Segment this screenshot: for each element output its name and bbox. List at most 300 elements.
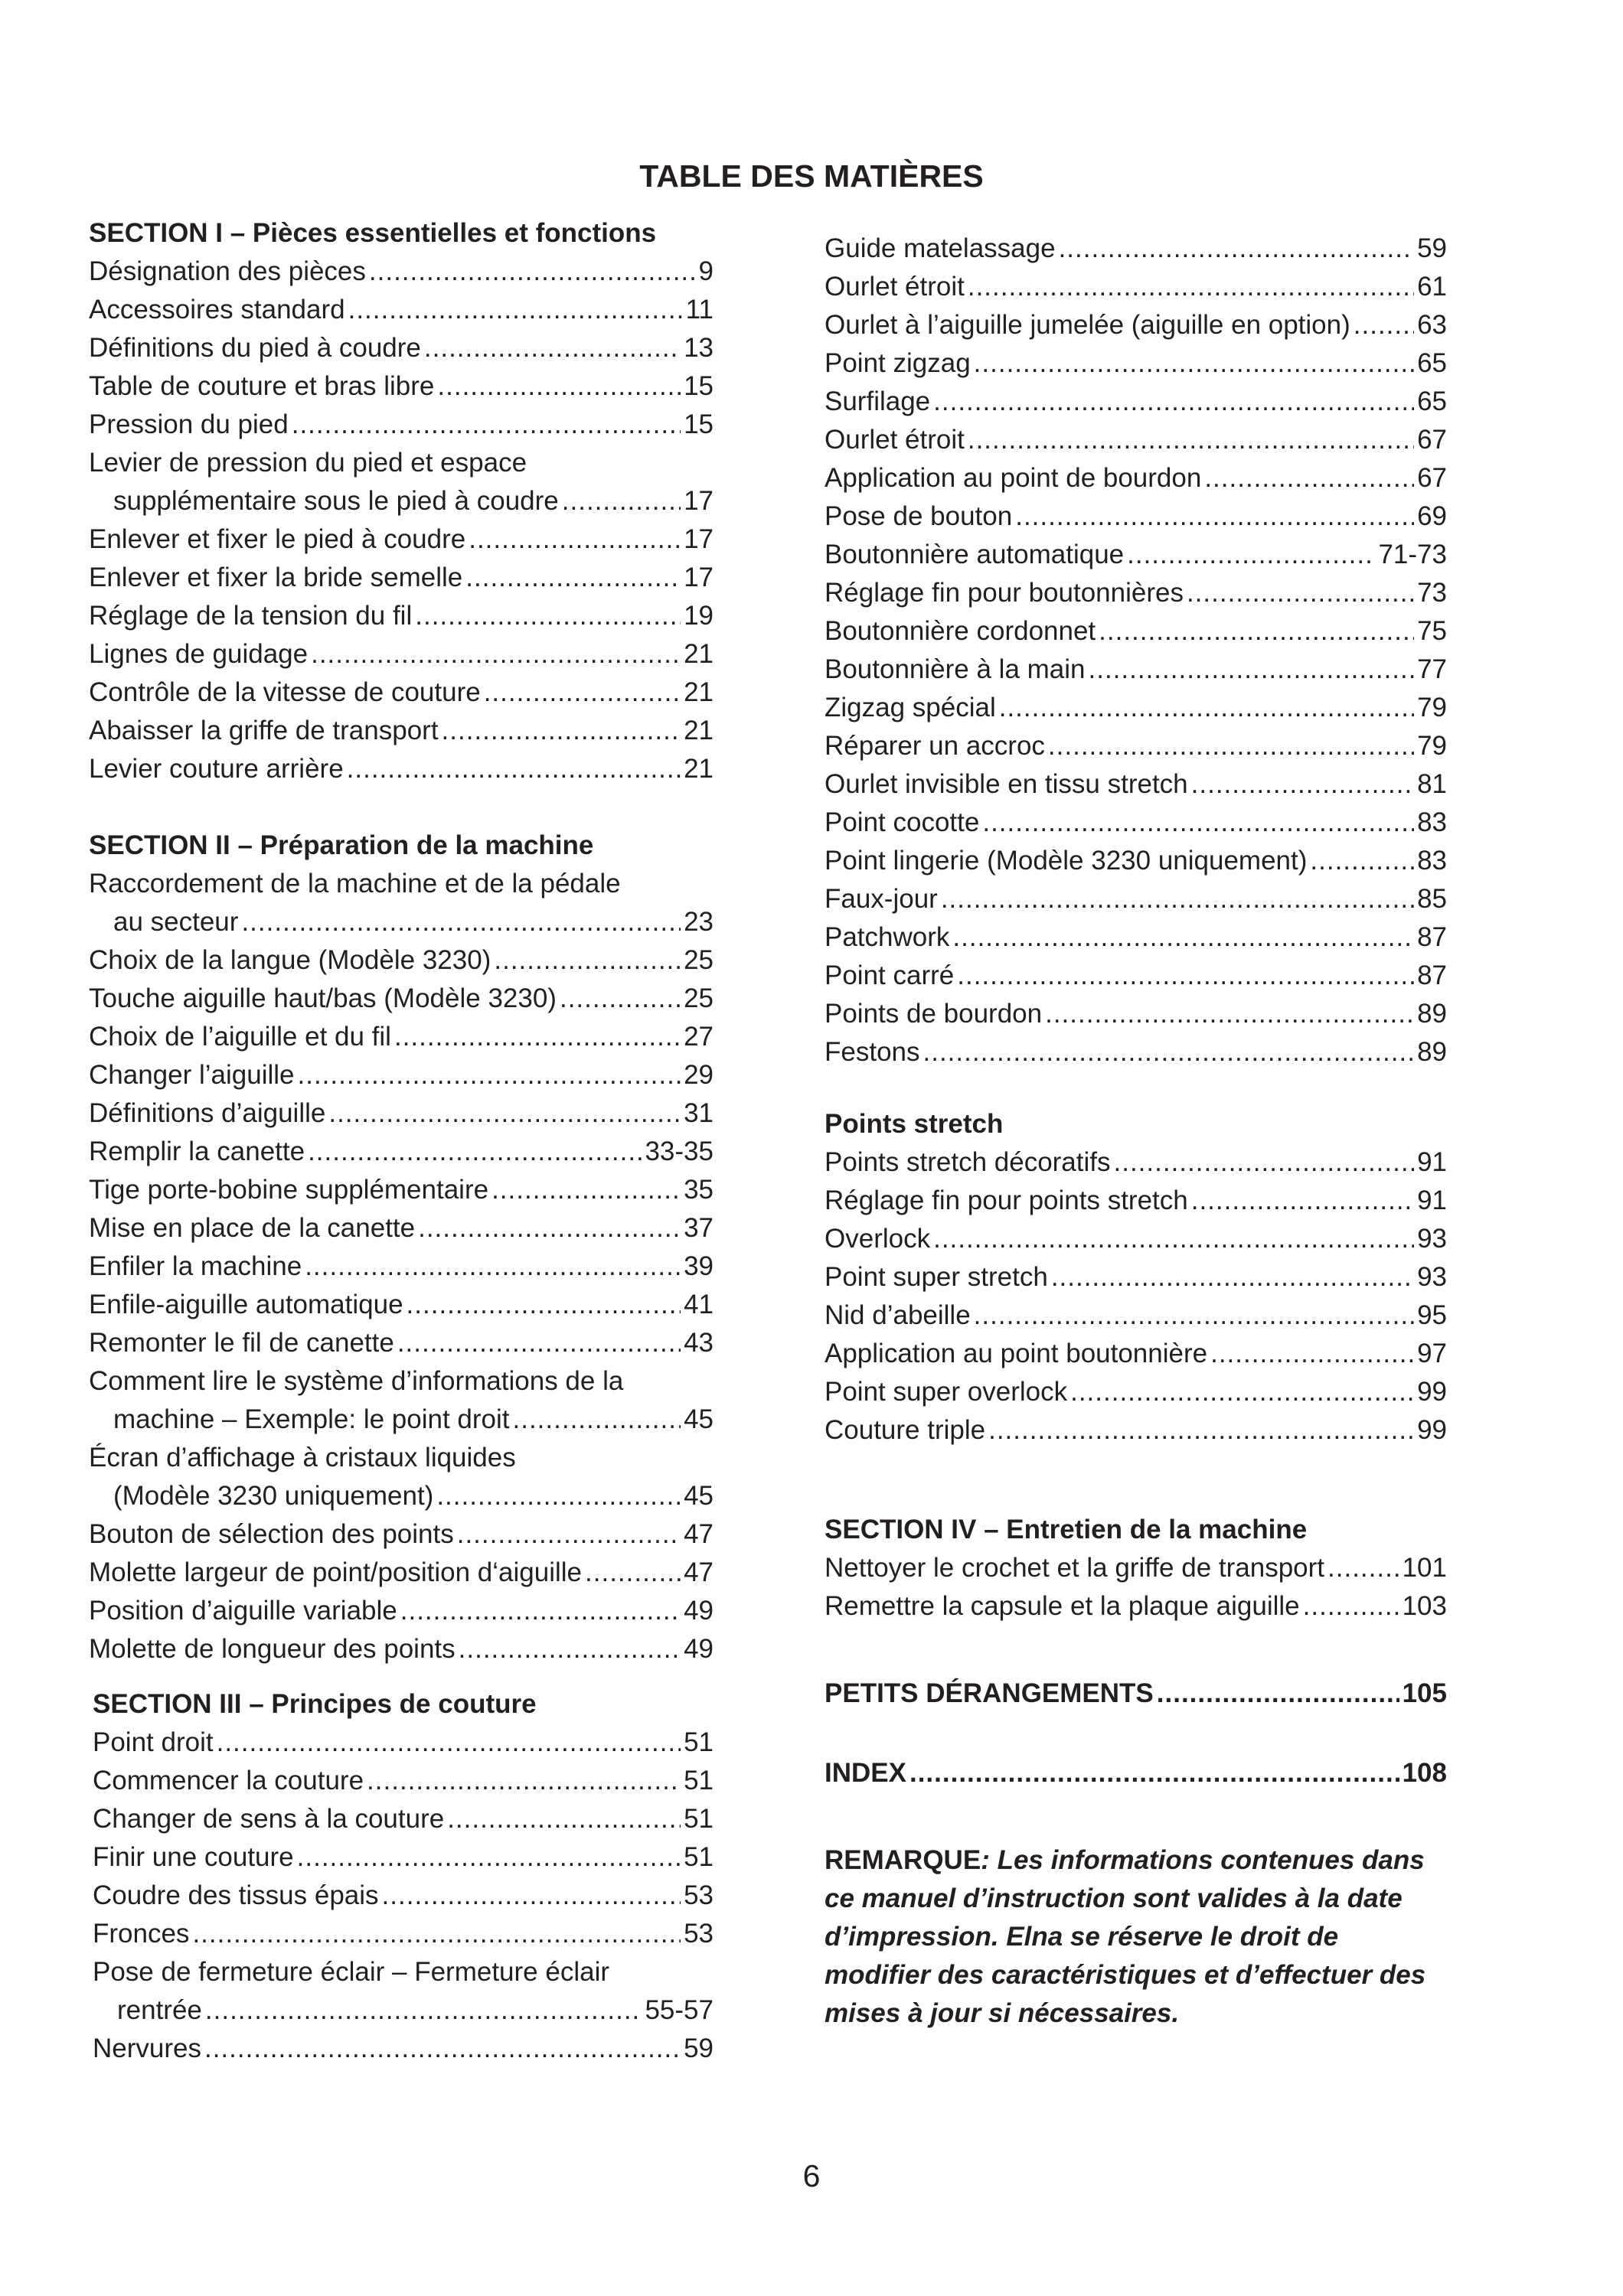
toc-entry[interactable] — [825, 689, 1447, 727]
entry-page: 83 — [1417, 807, 1447, 837]
entry-page: 93 — [1417, 1262, 1447, 1292]
section-heading: SECTION III – Principes de couture — [93, 1689, 537, 1719]
toc-entry[interactable] — [89, 865, 714, 903]
toc-entry[interactable] — [89, 941, 714, 980]
toc-entry[interactable] — [825, 344, 1447, 383]
entry-label: Enfile-aiguille automatique — [89, 1290, 403, 1319]
dot-leader — [1114, 1143, 1415, 1182]
entry-label: Raccordement de la machine et de la pédale — [89, 869, 621, 899]
dot-leader — [397, 1324, 681, 1362]
toc-entry[interactable] — [825, 765, 1447, 804]
entry-page: 47 — [684, 1557, 714, 1587]
remark-note — [825, 1841, 1437, 2033]
entry-page: 97 — [1417, 1339, 1447, 1368]
toc-entry[interactable] — [825, 1182, 1447, 1220]
entry-label: Boutonnière automatique — [825, 540, 1125, 569]
toc-entry[interactable] — [89, 1515, 714, 1554]
dot-leader — [1051, 1258, 1414, 1296]
entry-label: Point super stretch — [825, 1262, 1048, 1292]
dot-leader — [1327, 1549, 1399, 1587]
entry-page: 99 — [1417, 1415, 1447, 1445]
dot-leader — [469, 520, 681, 559]
toc-entry[interactable] — [93, 1762, 714, 1800]
entry-label: Remplir la canette — [89, 1137, 305, 1166]
dot-leader — [1187, 574, 1414, 612]
toc-entry[interactable] — [89, 559, 714, 597]
entry-page: 67 — [1417, 463, 1447, 493]
entry-label: Levier de pression du pied et espace — [89, 448, 527, 478]
entry-label: Molette largeur de point/position d‘aiguille — [89, 1557, 583, 1587]
entry-label: Zigzag spécial — [825, 693, 996, 722]
entry-page: 53 — [684, 1919, 714, 1949]
entry-list — [825, 1549, 1447, 1626]
entry-page: 85 — [1417, 884, 1447, 914]
toc-entry[interactable] — [89, 1209, 714, 1247]
entry-label: Changer de sens à la couture — [93, 1804, 445, 1834]
dot-leader — [974, 344, 1414, 383]
entry-page: 11 — [685, 295, 714, 325]
dot-leader — [491, 1171, 681, 1209]
toc-entry[interactable] — [89, 1554, 714, 1592]
section-1 — [89, 214, 714, 788]
entry-page: 51 — [684, 1842, 714, 1872]
entry-label: Nervures — [93, 2033, 201, 2063]
entry-label: Application au point de bourdon — [825, 463, 1202, 493]
dot-leader — [1099, 612, 1414, 651]
toc-entry[interactable] — [93, 1838, 714, 1877]
entry-list — [825, 1143, 1447, 1450]
toc-entry[interactable] — [89, 482, 714, 520]
entry-page: 15 — [684, 409, 714, 439]
toc-entry[interactable] — [825, 1373, 1447, 1411]
toc-entry[interactable] — [89, 1630, 714, 1668]
toc-entry[interactable] — [89, 635, 714, 673]
entry-label: PETITS DÉRANGEMENTS — [825, 1678, 1154, 1708]
entry-label: Point super overlock — [825, 1377, 1068, 1407]
entry-label: Accessoires standard — [89, 295, 345, 325]
dot-leader — [415, 597, 681, 635]
dot-leader — [465, 559, 681, 597]
entry-label: Finir une couture — [93, 1842, 294, 1872]
toc-entry[interactable] — [825, 383, 1447, 421]
entry-label: Pose de fermeture éclair – Fermeture éclair — [93, 1957, 609, 1987]
entry-page: 49 — [684, 1596, 714, 1626]
page-number: 6 — [802, 2158, 821, 2193]
toc-entry[interactable] — [825, 995, 1447, 1033]
entry-label: Surfilage — [825, 386, 931, 416]
entry-label: Point lingerie (Modèle 3230 uniquement) — [825, 846, 1308, 876]
toc-entry[interactable] — [89, 1056, 714, 1094]
dot-leader — [1045, 995, 1414, 1033]
dot-leader — [988, 1411, 1414, 1450]
entry-label: Remettre la capsule et la plaque aiguille — [825, 1591, 1300, 1621]
entry-label: Fronces — [93, 1919, 190, 1949]
toc-entry[interactable] — [825, 268, 1447, 306]
dot-leader — [348, 291, 683, 329]
dot-leader — [217, 1724, 681, 1762]
dot-leader — [311, 635, 681, 673]
entry-label: Overlock — [825, 1224, 931, 1254]
dot-leader — [513, 1401, 681, 1439]
left-column — [89, 214, 714, 2068]
entry-page: 47 — [684, 1519, 714, 1549]
section-heading: Points stretch — [825, 1109, 1004, 1139]
entry-page: 25 — [684, 983, 714, 1013]
dot-leader — [1059, 230, 1414, 268]
toc-entry[interactable] — [825, 421, 1447, 459]
entry-label: Réparer un accroc — [825, 731, 1045, 761]
toc-entry[interactable] — [93, 1991, 714, 2030]
toc-entry[interactable] — [93, 2030, 714, 2068]
entry-page: 33-35 — [645, 1137, 714, 1166]
entry-page: 87 — [1417, 960, 1447, 990]
entry-label: Remonter le fil de canette — [89, 1328, 394, 1358]
dot-leader — [941, 880, 1414, 918]
dot-leader — [1191, 1182, 1414, 1220]
entry-page: 21 — [684, 639, 714, 669]
dot-leader — [968, 268, 1414, 306]
remark-lead: REMARQUE — [825, 1845, 981, 1875]
section-3-continued — [825, 230, 1447, 1071]
entry-page: 15 — [684, 371, 714, 401]
entry-page: 63 — [1417, 310, 1447, 340]
entry-list — [825, 230, 1447, 1071]
dot-leader — [407, 1286, 681, 1324]
entry-page: 25 — [684, 945, 714, 975]
dot-leader — [1204, 459, 1414, 497]
entry-page: 35 — [684, 1175, 714, 1205]
dot-leader — [457, 1515, 681, 1554]
entry-label: Festons — [825, 1037, 920, 1067]
remark-text: : Les informations contenues dans ce manuel d’instruction sont valides à la date d’impression. Elna se réserve le droit de modifier des caractéristiques et d’effectuer des mises à jour si nécessaires. — [825, 1845, 1426, 2028]
dot-leader — [1015, 497, 1414, 536]
entry-label: Choix de l’aiguille et du fil — [89, 1022, 391, 1052]
dot-leader — [347, 750, 681, 788]
dot-leader — [1191, 765, 1414, 804]
entry-label: machine – Exemple: le point droit — [113, 1404, 510, 1434]
dot-leader — [957, 957, 1414, 995]
entry-page: 41 — [684, 1290, 714, 1319]
toc-entry[interactable] — [89, 253, 714, 291]
entry-label: Comment lire le système d’informations de la — [89, 1366, 624, 1396]
toc-entry[interactable] — [825, 574, 1447, 612]
dot-leader — [952, 918, 1414, 957]
entry-page: 53 — [684, 1880, 714, 1910]
dot-leader — [982, 804, 1414, 842]
entry-label: supplémentaire sous le pied à coudre — [113, 486, 559, 516]
dot-leader — [241, 903, 681, 941]
toc-entry[interactable] — [825, 1033, 1447, 1071]
toc-entry[interactable] — [825, 497, 1447, 536]
entry-label: Pose de bouton — [825, 501, 1013, 531]
toc-entry[interactable] — [825, 306, 1447, 344]
toc-entry[interactable] — [89, 903, 714, 941]
entry-label: (Modèle 3230 uniquement) — [113, 1481, 434, 1511]
entry-label: Point cocotte — [825, 807, 980, 837]
entry-page: 45 — [684, 1404, 714, 1434]
entry-label: Faux-jour — [825, 884, 938, 914]
entry-label: Enfiler la machine — [89, 1251, 302, 1281]
entry-page: 59 — [684, 2033, 714, 2063]
entry-page: 55-57 — [645, 1995, 714, 2025]
troubleshooting-entry[interactable] — [825, 1675, 1447, 1713]
toc-entry[interactable] — [825, 880, 1447, 918]
entry-page: 45 — [684, 1481, 714, 1511]
entry-label: INDEX — [825, 1758, 906, 1788]
toc-entry[interactable] — [825, 536, 1447, 574]
entry-label: Guide matelassage — [825, 233, 1056, 263]
toc-entry[interactable] — [89, 1133, 714, 1171]
dot-leader — [328, 1094, 681, 1133]
entry-page: 23 — [684, 907, 714, 937]
entry-label: Désignation des pièces — [89, 256, 366, 286]
entry-label: Ourlet étroit — [825, 272, 965, 302]
entry-label: Mise en place de la canette — [89, 1213, 416, 1243]
toc-entry[interactable] — [89, 1401, 714, 1439]
entry-page: 61 — [1417, 272, 1447, 302]
dot-leader — [968, 421, 1414, 459]
entry-page: 21 — [684, 716, 714, 745]
toc-entry[interactable] — [93, 1800, 714, 1838]
toc-entry[interactable] — [825, 230, 1447, 268]
entry-label: Bouton de sélection des points — [89, 1519, 454, 1549]
dot-leader — [447, 1800, 681, 1838]
dot-leader — [1127, 536, 1375, 574]
entry-page: 91 — [1417, 1147, 1447, 1177]
entry-label: Ourlet invisible en tissu stretch — [825, 769, 1188, 799]
dot-leader — [369, 253, 696, 291]
entry-page: 83 — [1417, 846, 1447, 876]
entry-label: Définitions d’aiguille — [89, 1098, 326, 1128]
entry-label: Nettoyer le crochet et la griffe de transport — [825, 1553, 1325, 1583]
entry-label: Point droit — [93, 1727, 214, 1757]
dot-leader — [999, 689, 1414, 727]
dot-leader — [298, 1056, 681, 1094]
toc-entry[interactable] — [825, 1335, 1447, 1373]
entry-label: Ourlet à l’aiguille jumelée (aiguille en option) — [825, 310, 1350, 340]
toc-entry[interactable] — [89, 750, 714, 788]
dot-leader — [933, 1220, 1414, 1258]
entry-label: Écran d’affichage à cristaux liquides — [89, 1443, 516, 1473]
dot-leader — [459, 1630, 681, 1668]
toc-entry[interactable] — [825, 804, 1447, 842]
entry-page: 89 — [1417, 1037, 1447, 1067]
toc-entry[interactable] — [89, 1286, 714, 1324]
toc-entry[interactable] — [89, 1439, 714, 1477]
entry-label: Molette de longueur des points — [89, 1634, 456, 1664]
entry-page: 31 — [684, 1098, 714, 1128]
section-2 — [89, 827, 714, 1668]
stretch-section — [825, 1105, 1447, 1450]
entry-page: 21 — [684, 677, 714, 707]
toc-entry[interactable] — [89, 673, 714, 712]
entry-page: 65 — [1417, 348, 1447, 378]
entry-label: Changer l’aiguille — [89, 1060, 295, 1090]
toc-entry[interactable] — [89, 291, 714, 329]
entry-label: Boutonnière cordonnet — [825, 616, 1096, 646]
toc-entry[interactable] — [89, 406, 714, 444]
entry-label: Boutonnière à la main — [825, 654, 1086, 684]
dot-leader — [1048, 727, 1414, 765]
entry-page: 99 — [1417, 1377, 1447, 1407]
toc-entry[interactable] — [89, 980, 714, 1018]
entry-label: Lignes de guidage — [89, 639, 309, 669]
entry-page: 89 — [1417, 999, 1447, 1029]
toc-entry[interactable] — [825, 727, 1447, 765]
entry-label: Réglage fin pour boutonnières — [825, 578, 1184, 608]
toc-entry[interactable] — [93, 1953, 714, 1991]
entry-page: 101 — [1402, 1553, 1447, 1583]
dot-leader — [394, 1018, 681, 1056]
entry-label: Enlever et fixer la bride semelle — [89, 563, 463, 592]
toc-entry[interactable] — [825, 1296, 1447, 1335]
entry-page: 29 — [684, 1060, 714, 1090]
dot-leader — [1303, 1587, 1399, 1626]
entry-label: Table de couture et bras libre — [89, 371, 435, 401]
entry-page: 39 — [684, 1251, 714, 1281]
dot-leader — [1354, 306, 1414, 344]
entry-page: 75 — [1417, 616, 1447, 646]
section-3 — [93, 1685, 714, 2068]
entry-label: Couture triple — [825, 1415, 986, 1445]
entry-label: Point carré — [825, 960, 955, 990]
entry-page: 81 — [1417, 769, 1447, 799]
entry-page: 91 — [1417, 1186, 1447, 1215]
entry-page: 93 — [1417, 1224, 1447, 1254]
toc-entry[interactable] — [89, 367, 714, 406]
toc-entry[interactable] — [89, 1018, 714, 1056]
toc-entry[interactable] — [89, 329, 714, 367]
right-column — [825, 230, 1447, 2033]
entry-label: Point zigzag — [825, 348, 971, 378]
entry-label: Enlever et fixer le pied à coudre — [89, 524, 466, 554]
entry-label: Nid d’abeille — [825, 1300, 971, 1330]
entry-page: 17 — [684, 524, 714, 554]
entry-label: Abaisser la griffe de transport — [89, 716, 439, 745]
toc-entry[interactable] — [825, 612, 1447, 651]
dot-leader — [923, 1033, 1415, 1071]
dot-leader — [204, 2030, 681, 2068]
entry-page: 49 — [684, 1634, 714, 1664]
toc-entry[interactable] — [89, 1592, 714, 1630]
dot-leader — [400, 1592, 681, 1630]
toc-entry[interactable] — [825, 842, 1447, 880]
dot-leader — [205, 1991, 642, 2030]
entry-page: 79 — [1417, 731, 1447, 761]
toc-entry[interactable] — [89, 1324, 714, 1362]
entry-page: 17 — [684, 486, 714, 516]
dot-leader — [382, 1877, 681, 1915]
entry-label: Coudre des tissus épais — [93, 1880, 379, 1910]
toc-entry[interactable] — [825, 918, 1447, 957]
entry-page: 79 — [1417, 693, 1447, 722]
entry-list — [93, 1724, 714, 2068]
toc-entry[interactable] — [825, 1258, 1447, 1296]
entry-label: Touche aiguille haut/bas (Modèle 3230) — [89, 983, 557, 1013]
dot-leader — [974, 1296, 1414, 1335]
dot-leader — [308, 1133, 642, 1171]
entry-page: 95 — [1417, 1300, 1447, 1330]
toc-entry[interactable] — [825, 1587, 1447, 1626]
entry-label: Patchwork — [825, 922, 950, 952]
toc-entry[interactable] — [89, 444, 714, 482]
entry-label: Réglage de la tension du fil — [89, 601, 413, 631]
entry-label: au secteur — [113, 907, 239, 937]
entry-page: 87 — [1417, 922, 1447, 952]
dot-leader — [1310, 842, 1414, 880]
section-4 — [825, 1511, 1447, 1626]
toc-entry[interactable] — [89, 520, 714, 559]
dot-leader — [484, 673, 681, 712]
entry-label: Contrôle de la vitesse de couture — [89, 677, 481, 707]
dot-leader — [436, 1477, 681, 1515]
toc-entry[interactable] — [825, 1411, 1447, 1450]
entry-page: 73 — [1417, 578, 1447, 608]
dot-leader — [418, 1209, 681, 1247]
entry-label: Définitions du pied à coudre — [89, 333, 421, 363]
entry-label: Levier couture arrière — [89, 754, 344, 784]
index-entry[interactable] — [825, 1754, 1447, 1792]
toc-entry[interactable] — [93, 1877, 714, 1915]
toc-entry[interactable] — [93, 1724, 714, 1762]
toc-entry[interactable] — [825, 957, 1447, 995]
dot-leader — [424, 329, 681, 367]
toc-entry[interactable] — [93, 1915, 714, 1953]
toc-entry[interactable] — [89, 1247, 714, 1286]
section-heading: SECTION I – Pièces essentielles et fonctions — [89, 218, 657, 248]
entry-page: 21 — [684, 754, 714, 784]
dot-leader — [305, 1247, 681, 1286]
entry-page: 69 — [1417, 501, 1447, 531]
entry-page: 108 — [1402, 1758, 1447, 1788]
dot-leader — [1210, 1335, 1414, 1373]
entry-page: 51 — [684, 1727, 714, 1757]
entry-page: 37 — [684, 1213, 714, 1243]
toc-entry[interactable] — [89, 1362, 714, 1401]
toc-entry[interactable] — [89, 597, 714, 635]
entry-label: Application au point boutonnière — [825, 1339, 1208, 1368]
toc-entry[interactable] — [89, 1171, 714, 1209]
toc-entry[interactable] — [89, 712, 714, 750]
dot-leader — [292, 406, 681, 444]
toc-entry[interactable] — [89, 1094, 714, 1133]
dot-leader — [1070, 1373, 1414, 1411]
entry-label: Choix de la langue (Modèle 3230) — [89, 945, 491, 975]
toc-entry[interactable] — [825, 651, 1447, 689]
entry-page: 65 — [1417, 386, 1447, 416]
entry-page: 103 — [1402, 1591, 1447, 1621]
dot-leader — [192, 1915, 681, 1953]
entry-page: 17 — [684, 563, 714, 592]
dot-leader — [367, 1762, 681, 1800]
entry-page: 13 — [684, 333, 714, 363]
entry-page: 27 — [684, 1022, 714, 1052]
entry-page: 19 — [684, 601, 714, 631]
dot-leader — [585, 1554, 681, 1592]
entry-label: Points stretch décoratifs — [825, 1147, 1111, 1177]
entry-page: 77 — [1417, 654, 1447, 684]
entry-list — [89, 865, 714, 1668]
toc-entry[interactable] — [825, 1143, 1447, 1182]
dot-leader — [442, 712, 681, 750]
toc-entry[interactable] — [825, 1549, 1447, 1587]
toc-entry[interactable] — [825, 459, 1447, 497]
toc-entry[interactable] — [825, 1220, 1447, 1258]
toc-entry[interactable] — [89, 1477, 714, 1515]
entry-label: Tige porte-bobine supplémentaire — [89, 1175, 489, 1205]
section-heading: SECTION IV – Entretien de la machine — [825, 1515, 1308, 1544]
dot-leader — [437, 367, 681, 406]
